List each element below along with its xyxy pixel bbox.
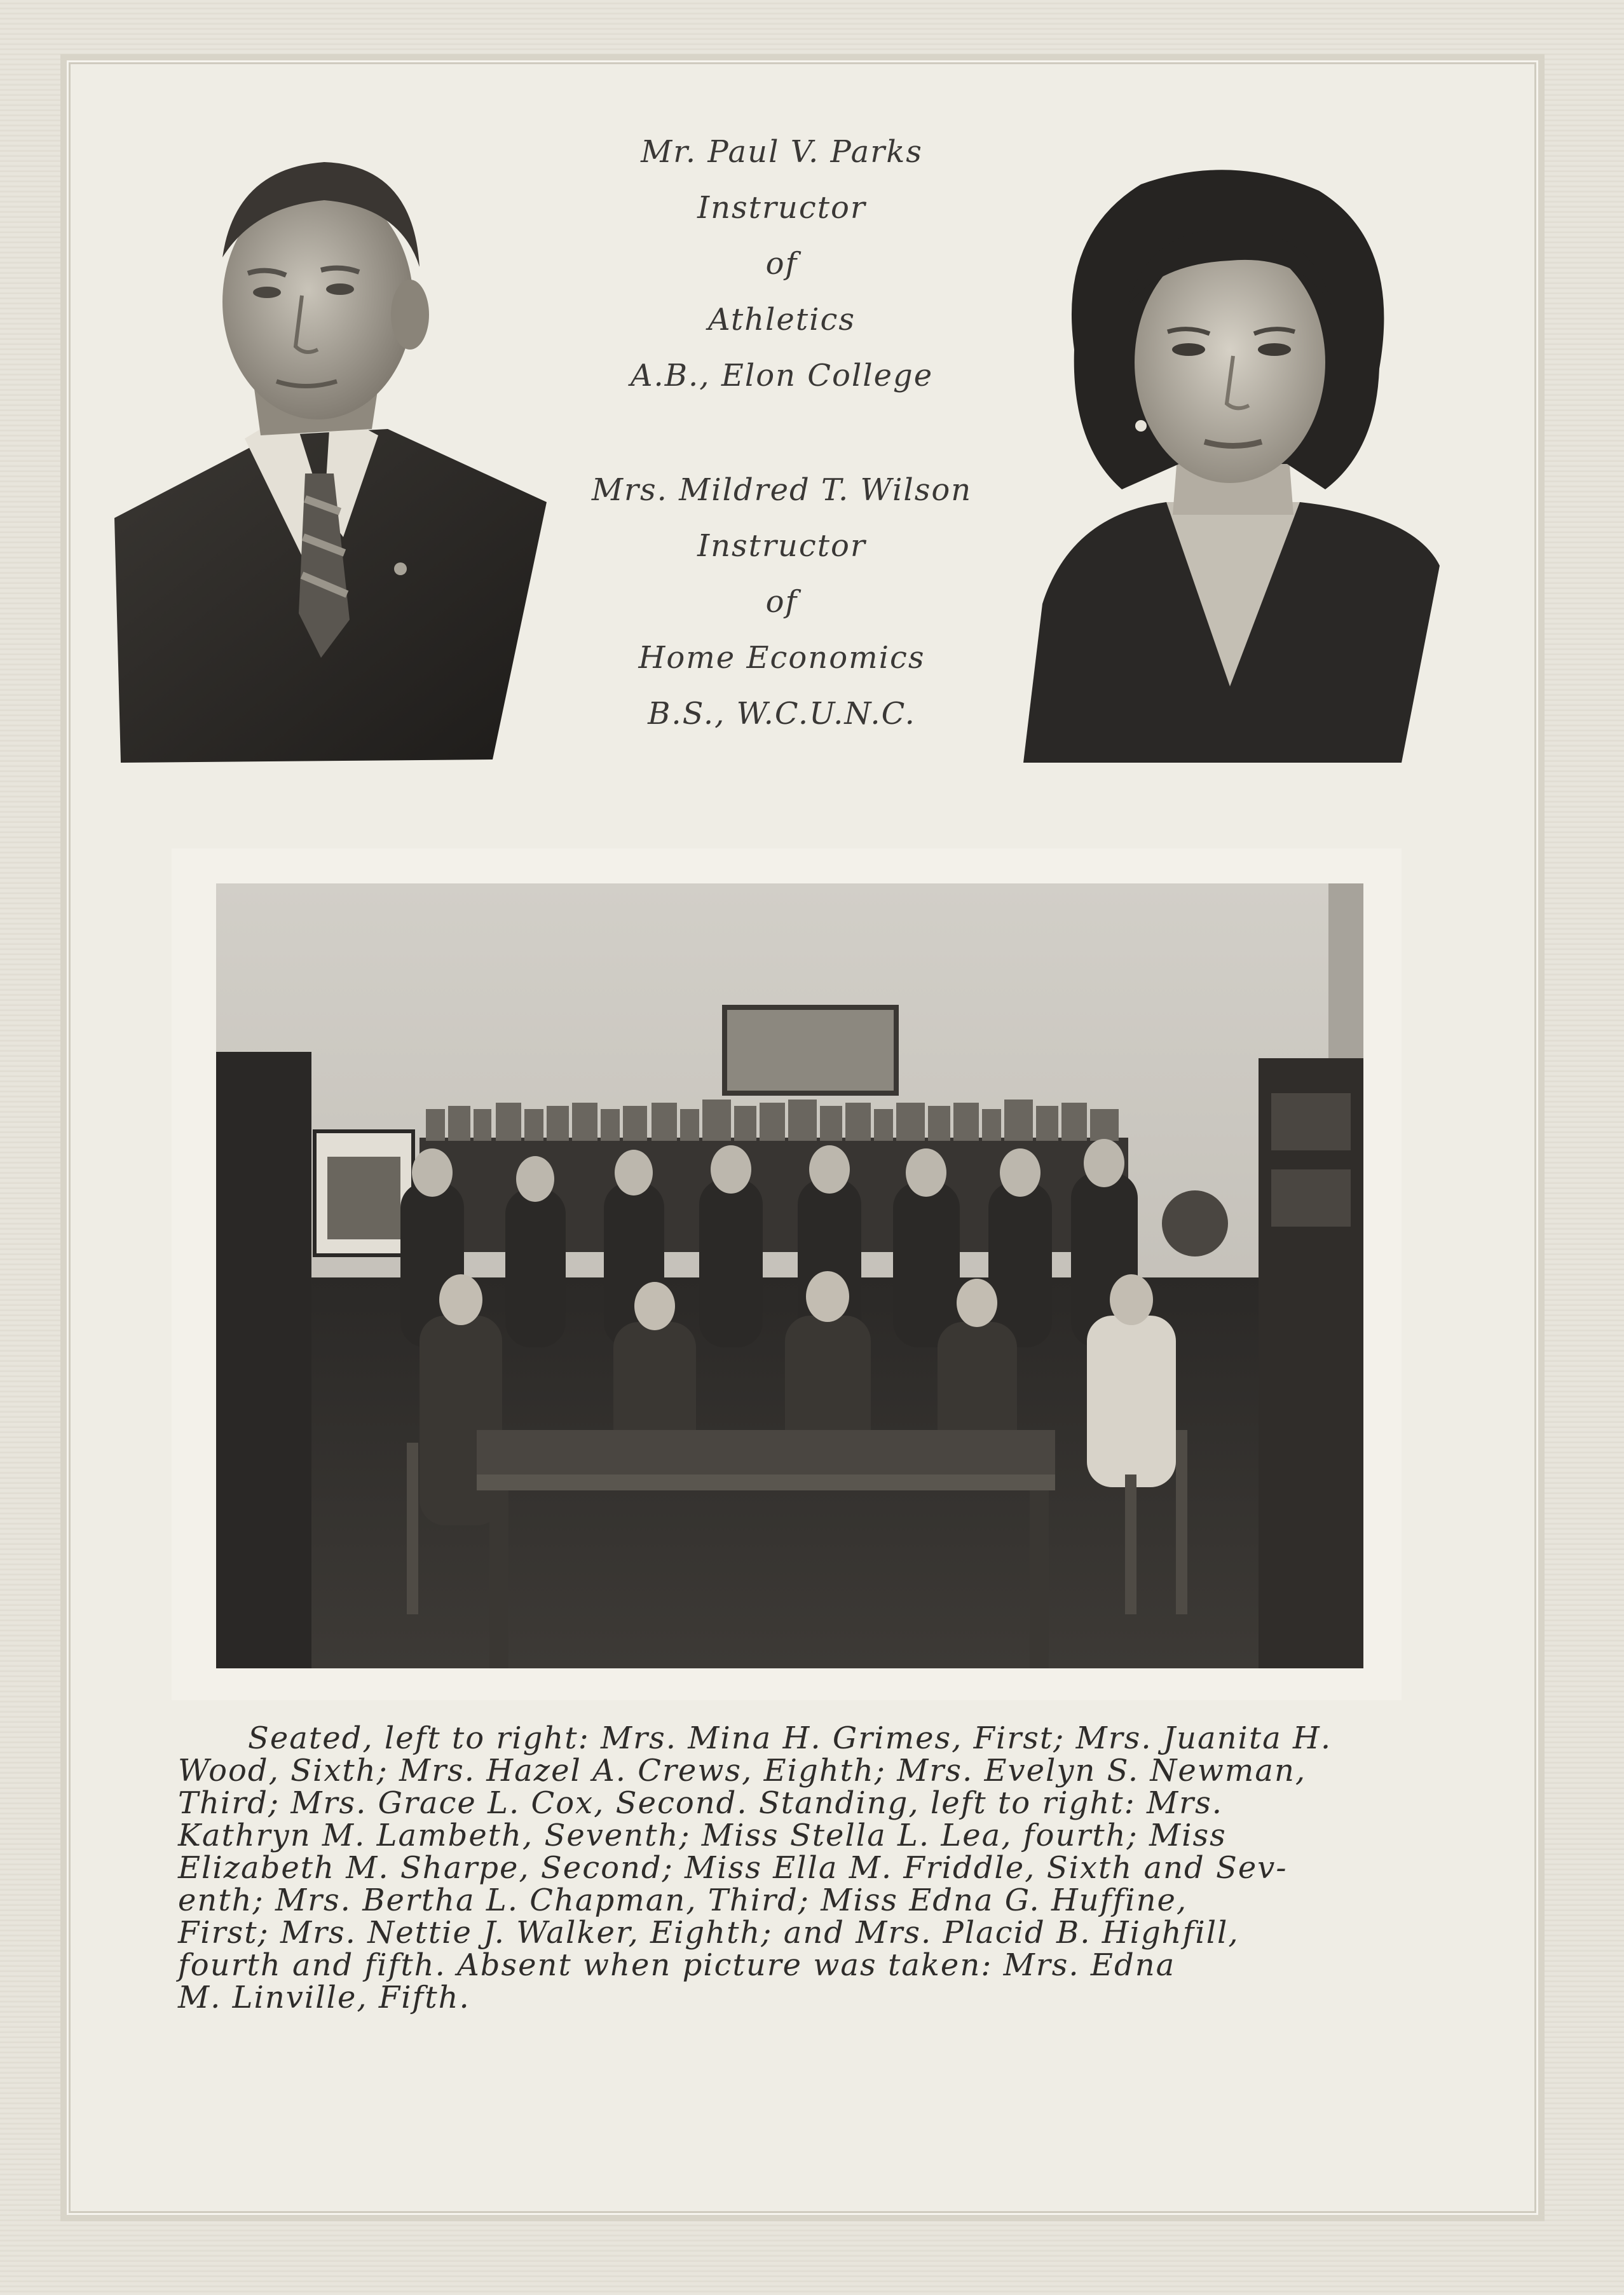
parks-role-2: of xyxy=(765,246,798,282)
caption-line: Seated, left to right: Mrs. Mina H. Grimes, First; Mrs. Juanita H. xyxy=(248,1720,1332,1756)
caption-line: enth; Mrs. Bertha L. Chapman, Third; Miss Edna G. Huffine, xyxy=(178,1883,1188,1918)
wilson-role-2: of xyxy=(765,584,798,620)
group-photo-caption xyxy=(178,1722,1398,2014)
wilson-role-3: Home Economics xyxy=(638,640,925,676)
parks-role-3: Athletics xyxy=(708,302,856,337)
parks-role-1: Instructor xyxy=(697,190,866,226)
portrait-paul-parks xyxy=(114,156,547,763)
parks-degree: A.B., Elon College xyxy=(630,358,934,393)
wilson-degree: B.S., W.C.U.N.C. xyxy=(648,696,916,732)
instructor-caption-block xyxy=(559,124,1004,742)
caption-line: First; Mrs. Nettie J. Walker, Eighth; and Mrs. Placid B. Highfill, xyxy=(178,1915,1239,1951)
caption-line: Elizabeth M. Sharpe, Second; Miss Ella M. Friddle, Sixth and Sev- xyxy=(178,1850,1288,1886)
caption-line: fourth and fifth. Absent when picture was taken: Mrs. Edna xyxy=(178,1947,1176,1983)
faculty-group-photo xyxy=(216,883,1363,1668)
caption-line: Kathryn M. Lambeth, Seventh; Miss Stella L. Lea, fourth; Miss xyxy=(178,1818,1227,1853)
portrait-mildred-wilson xyxy=(1020,159,1443,763)
caption-line: M. Linville, Fifth. xyxy=(178,1980,470,2015)
parks-name: Mr. Paul V. Parks xyxy=(641,134,923,170)
caption-spacer xyxy=(559,404,1004,462)
wilson-name: Mrs. Mildred T. Wilson xyxy=(591,472,972,508)
wilson-role-1: Instructor xyxy=(697,528,866,564)
caption-line: Third; Mrs. Grace L. Cox, Second. Standing, left to right: Mrs. xyxy=(178,1785,1223,1821)
caption-line: Wood, Sixth; Mrs. Hazel A. Crews, Eighth; Mrs. Evelyn S. Newman, xyxy=(178,1753,1307,1788)
